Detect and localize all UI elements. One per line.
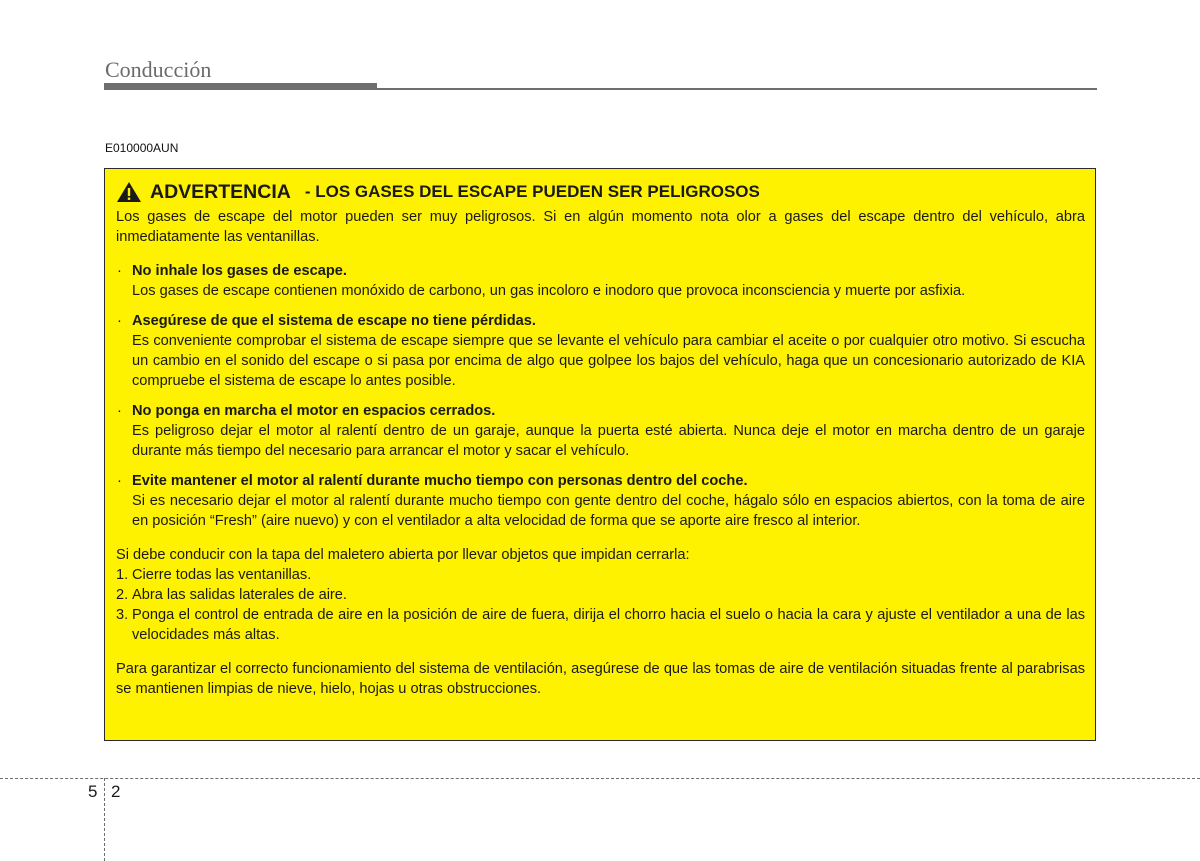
warning-triangle-icon [116,181,142,203]
step-text: Abra las salidas laterales de aire. [132,587,347,603]
bullet-title: Asegúrese de que el sistema de escape no tiene pérdidas. [132,313,536,329]
bullet-marker: · [117,263,122,279]
step-number: 3. [116,607,129,623]
header-rule-thick [104,83,377,90]
step-text: Ponga el control de entrada de aire en la posición de aire de fuera, dirija el chorro hacia el suelo o hacia la cara y ajuste el ventilador a una de las velocidades más altas. [132,607,1085,643]
bullet-title: Evite mantener el motor al ralentí durante mucho tiempo con personas dentro del coche. [132,473,748,489]
bullet-marker: · [117,313,122,329]
closing-paragraph: Para garantizar el correcto funcionamiento del sistema de ventilación, asegúrese de que las tomas de aire de ventilación situadas frente al parabrisas se mantienen limpias de nieve, hielo, hojas u otras obstrucciones. [116,661,1085,697]
header-rule-thin [377,88,1097,90]
step-number: 1. [116,567,129,583]
step-number: 2. [116,587,129,603]
bullet-text: Los gases de escape contienen monóxido de carbono, un gas incoloro e inodoro que provoca inconsciencia y muerte por asfixia. [132,283,966,299]
footer-dashed-divider [104,778,105,861]
footer-dashed-rule [0,778,1200,779]
bullet-item [116,261,1085,301]
bullet-item [116,311,1085,391]
trunk-intro: Si debe conducir con la tapa del maletero abierta por llevar objetos que impidan cerrarla: [116,547,690,563]
step-item [116,585,1085,605]
warning-box [104,168,1096,741]
section-title: Conducción [105,57,212,82]
bullet-text: Si es necesario dejar el motor al ralentí durante mucho tiempo con gente dentro del coche, hágalo sólo en espacios abiertos, con la toma de aire en posición “Fresh” (aire nuevo) y con el ventilador a alta velocidad de forma que se aporte aire fresco al interior. [132,493,1085,529]
bullet-marker: · [117,473,122,489]
bullet-marker: · [117,403,122,419]
chapter-number: 5 [88,782,98,801]
page-number: 2 [111,782,121,801]
warning-label: ADVERTENCIA [150,181,291,203]
bullet-text: Es peligroso dejar el motor al ralentí dentro de un garaje, aunque la puerta esté abierta. Nunca deje el motor en marcha dentro de un garaje durante más tiempo del necesario para arrancar el motor y sacar el vehículo. [132,423,1085,459]
bullet-title: No inhale los gases de escape. [132,263,347,279]
bullet-title: No ponga en marcha el motor en espacios cerrados. [132,403,496,419]
step-item [116,605,1085,645]
step-text: Cierre todas las ventanillas. [132,567,312,583]
document-code: E010000AUN [105,141,179,155]
warning-heading [116,177,1085,207]
bullet-text: Es conveniente comprobar el sistema de escape siempre que se levante el vehículo para cambiar el aceite o por cualquier otro motivo. Si escucha un cambio en el sonido del escape o si pasa por encima de algo que golpee los bajos del vehículo, haga que un concesionario autorizado de KIA compruebe el sistema de escape lo antes posible. [132,333,1085,389]
step-item [116,565,1085,585]
bullet-item [116,401,1085,461]
warning-intro: Los gases de escape del motor pueden ser muy peligrosos. Si en algún momento nota olor a gases del escape dentro del vehículo, abra inmediatamente las ventanillas. [116,209,1085,245]
bullet-item [116,471,1085,531]
warning-title: - LOS GASES DEL ESCAPE PUEDEN SER PELIGROSOS [304,182,760,201]
